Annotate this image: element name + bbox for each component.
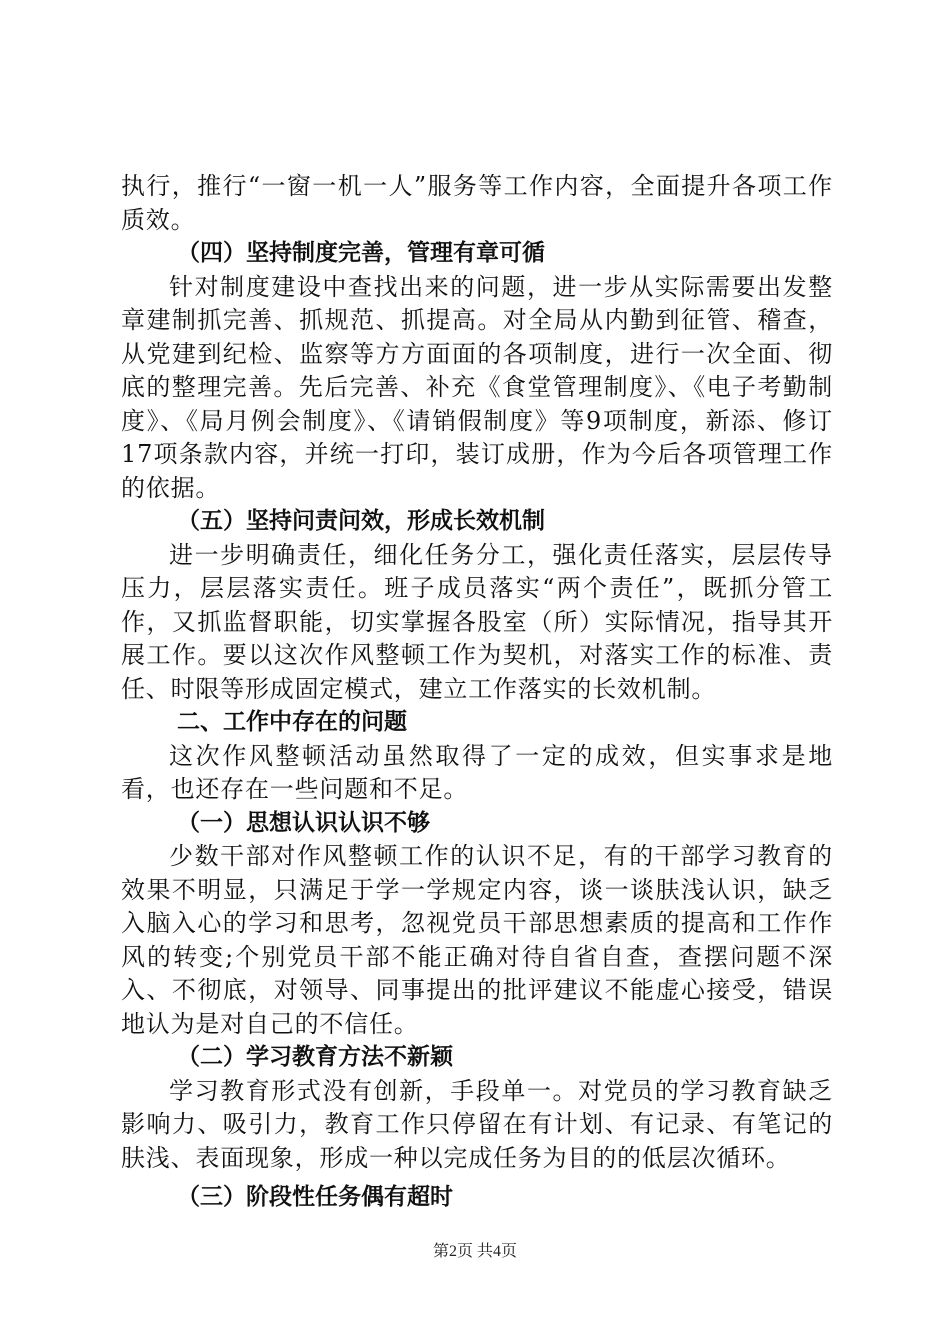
heading-problem-3: （三）阶段性任务偶有超时	[177, 1184, 453, 1210]
heading-section-4: （四）坚持制度完善，管理有章可循	[177, 240, 545, 266]
document-body	[121, 170, 833, 1215]
paragraph-section-4: 针对制度建设中查找出来的问题，进一步从实际需要出发整章建制抓完善、抓规范、抓提高。对全局从内勤到征管、稽查，从党建到纪检、监察等方方面面的各项制度，进行一次全面、彻底的整理完善。先后完善、补充《食堂管理制度》、《电子考勤制度》、《局月例会制度》、《请销假制度》等9项制度，新添、修订17项条款内容，并统一打印，装订成册，作为今后各项管理工作的依据。	[121, 272, 833, 502]
paragraph-part-2: 这次作风整顿活动虽然取得了一定的成效，但实事求是地看，也还存在一些问题和不足。	[121, 741, 833, 803]
heading-part-2: 二、工作中存在的问题	[177, 709, 407, 735]
page-number: 第2页 共4页	[432, 1243, 517, 1260]
paragraph-section-5: 进一步明确责任，细化任务分工，强化责任落实，层层传导压力，层层落实责任。班子成员落实“两个责任”，既抓分管工作，又抓监督职能，切实掌握各股室（所）实际情况，指导其开展工作。要以这次作风整顿工作为契机，对落实工作的标准、责任、时限等形成固定模式，建立工作落实的长效机制。	[121, 540, 833, 703]
heading-problem-1: （一）思想认识认识不够	[177, 809, 430, 836]
heading-section-5: （五）坚持问责问效，形成长效机制	[177, 508, 545, 534]
paragraph-problem-2: 学习教育形式没有创新，手段单一。对党员的学习教育缺乏影响力、吸引力，教育工作只停留在有计划、有记录、有笔记的肤浅、表面现象，形成一种以完成任务为目的的低层次循环。	[121, 1076, 833, 1172]
paragraph-problem-1: 少数干部对作风整顿工作的认识不足，有的干部学习教育的效果不明显，只满足于学一学规定内容，谈一谈肤浅认识，缺乏入脑入心的学习和思考，忽视党员干部思想素质的提高和工作作风的转变;个别党员干部不能正确对待自省自查，查摆问题不深入、不彻底，对领导、同事提出的批评建议不能虚心接受，错误地认为是对自己的不信任。	[121, 842, 833, 1038]
paragraph-intro: 执行，推行“一窗一机一人”服务等工作内容，全面提升各项工作质效。	[121, 172, 833, 234]
heading-problem-2: （二）学习教育方法不新颖	[177, 1044, 453, 1070]
